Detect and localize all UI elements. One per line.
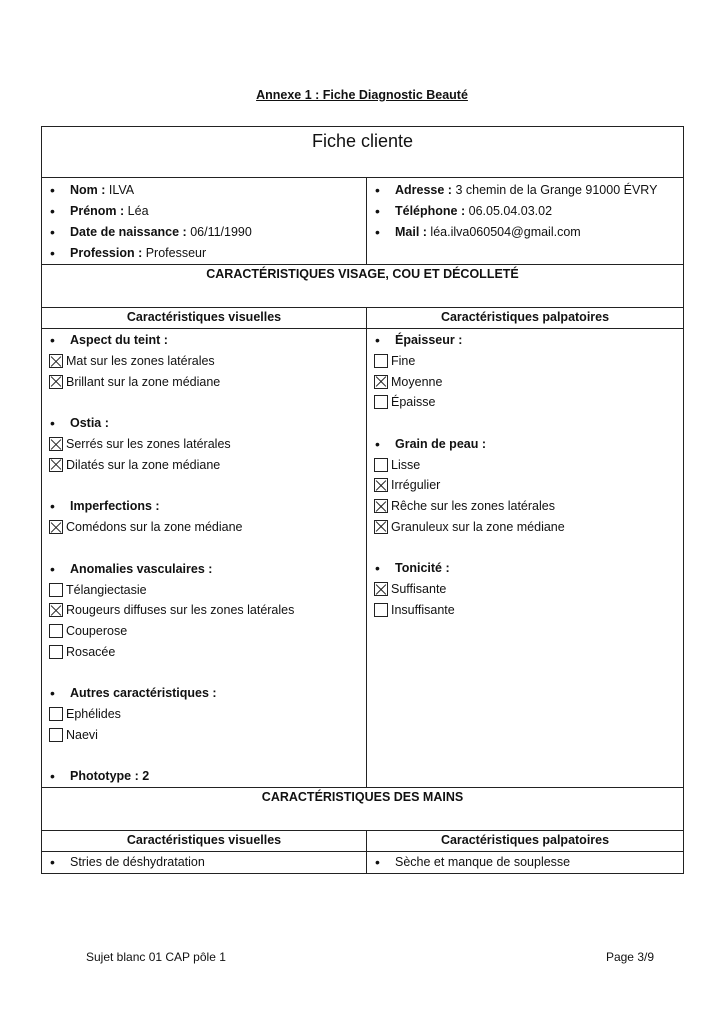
checkbox-label: Mat sur les zones latérales bbox=[66, 354, 215, 368]
group-spacer bbox=[42, 475, 366, 496]
checkbox-label: Lisse bbox=[391, 457, 421, 472]
identity-left-item bbox=[42, 180, 366, 201]
checkbox-label: Rosacée bbox=[66, 644, 116, 659]
footer-page-number: Page 3/9 bbox=[605, 950, 654, 964]
category-title: • Phototype : 2 bbox=[42, 766, 366, 787]
group-spacer bbox=[42, 745, 366, 766]
empty-box-icon[interactable] bbox=[374, 395, 388, 409]
identity-left bbox=[42, 178, 367, 265]
checkbox-label: Granuleux sur la zone médiane bbox=[391, 519, 565, 534]
checkbox-option[interactable] bbox=[42, 600, 366, 621]
hands-visual-header: Caractéristiques visuelles bbox=[42, 831, 367, 852]
identity-left-label: Prénom : bbox=[70, 204, 125, 218]
identity-right-value: 06.05.04.03.02 bbox=[465, 204, 553, 218]
empty-box-icon[interactable] bbox=[374, 603, 388, 617]
sheet-title: Fiche cliente bbox=[42, 127, 684, 178]
checkbox-label: Comédons sur la zone médiane bbox=[66, 520, 243, 535]
group-spacer bbox=[42, 392, 366, 413]
checkbox-label: Insuffisante bbox=[391, 602, 455, 617]
empty-box-icon[interactable] bbox=[49, 645, 63, 659]
category-title: • Autres caractéristiques : bbox=[42, 683, 366, 704]
identity-left-label: Date de naissance : bbox=[70, 225, 187, 239]
identity-right-value: léa.ilva060504@gmail.com bbox=[426, 225, 581, 239]
checked-box-icon[interactable] bbox=[49, 375, 63, 389]
identity-left-item bbox=[42, 201, 366, 222]
empty-box-icon[interactable] bbox=[49, 707, 63, 721]
checkbox-label: Épaisse bbox=[391, 395, 436, 410]
checked-box-icon[interactable] bbox=[49, 458, 63, 472]
checkbox-option[interactable] bbox=[42, 517, 366, 538]
checkbox-label: Brillant sur la zone médiane bbox=[66, 374, 221, 389]
checkbox-label: Rêche sur les zones latérales bbox=[391, 499, 555, 514]
checkbox-label: Suffisante bbox=[391, 582, 447, 597]
checked-box-icon[interactable] bbox=[374, 478, 388, 492]
face-section-title: CARACTÉRISTIQUES VISAGE, COU ET DÉCOLLETÉ bbox=[42, 265, 684, 308]
checked-box-icon[interactable] bbox=[49, 603, 63, 617]
category-title: • Imperfections : bbox=[42, 496, 366, 517]
checkbox-option[interactable] bbox=[42, 725, 366, 746]
hands-palpatory-cell bbox=[367, 852, 684, 874]
hands-section-title: CARACTÉRISTIQUES DES MAINS bbox=[42, 788, 684, 831]
hands-palpatory-item: • Sèche et manque de souplesse bbox=[367, 852, 683, 873]
identity-left-value: ILVA bbox=[105, 183, 135, 197]
checked-box-icon[interactable] bbox=[374, 375, 388, 389]
checked-box-icon[interactable] bbox=[374, 499, 388, 513]
hands-visual-item: • Stries de déshydratation bbox=[42, 852, 366, 873]
category-title: • Aspect du teint : bbox=[42, 330, 366, 351]
checkbox-option[interactable] bbox=[42, 704, 366, 725]
identity-left-value: Léa bbox=[124, 204, 149, 218]
checkbox-option[interactable] bbox=[42, 351, 366, 372]
checked-box-icon[interactable] bbox=[49, 520, 63, 534]
checked-box-icon[interactable] bbox=[49, 354, 63, 368]
checkbox-option[interactable] bbox=[367, 600, 683, 621]
checkbox-label: Télangiectasie bbox=[66, 582, 147, 597]
empty-box-icon[interactable] bbox=[49, 728, 63, 742]
identity-right-item bbox=[367, 180, 683, 201]
group-spacer bbox=[42, 538, 366, 559]
identity-left-value: Professeur bbox=[142, 246, 207, 260]
checkbox-option[interactable] bbox=[42, 642, 366, 663]
checkbox-label: Dilatés sur la zone médiane bbox=[66, 457, 221, 472]
category-title: • Anomalies vasculaires : bbox=[42, 559, 366, 580]
empty-box-icon[interactable] bbox=[374, 354, 388, 368]
checkbox-label: Rougeurs diffuses sur les zones latérales bbox=[66, 603, 295, 618]
identity-right-label: Téléphone : bbox=[395, 204, 466, 218]
checked-box-icon[interactable] bbox=[374, 582, 388, 596]
checkbox-option[interactable] bbox=[42, 580, 366, 601]
checkbox-option[interactable] bbox=[367, 496, 683, 517]
checkbox-option[interactable] bbox=[42, 434, 366, 455]
category-title: • Tonicité : bbox=[367, 558, 683, 579]
category-title: • Grain de peau : bbox=[367, 434, 683, 455]
checkbox-label: Irrégulier bbox=[391, 478, 441, 493]
identity-right-label: Mail : bbox=[395, 225, 427, 239]
group-spacer bbox=[42, 662, 366, 683]
checkbox-option[interactable] bbox=[42, 372, 366, 393]
checked-box-icon[interactable] bbox=[374, 520, 388, 534]
group-spacer bbox=[367, 413, 683, 434]
identity-left-value: 06/11/1990 bbox=[186, 225, 252, 239]
category-title: • Ostia : bbox=[42, 413, 366, 434]
checked-box-icon[interactable] bbox=[49, 437, 63, 451]
face-palpatory-column bbox=[367, 329, 684, 788]
empty-box-icon[interactable] bbox=[49, 583, 63, 597]
identity-right-value: 3 chemin de la Grange 91000 ÉVRY bbox=[451, 183, 658, 197]
identity-right-item bbox=[367, 222, 683, 243]
checkbox-option[interactable] bbox=[367, 517, 683, 538]
identity-left-label: Profession : bbox=[70, 246, 143, 260]
checkbox-label: Fine bbox=[391, 354, 416, 368]
hands-palpatory-header: Caractéristiques palpatoires bbox=[367, 831, 684, 852]
identity-right bbox=[367, 178, 684, 265]
identity-right-item bbox=[367, 201, 683, 222]
empty-box-icon[interactable] bbox=[49, 624, 63, 638]
checkbox-option[interactable] bbox=[367, 351, 683, 372]
face-visual-header: Caractéristiques visuelles bbox=[42, 308, 367, 329]
annex-title: Annexe 1 : Fiche Diagnostic Beauté bbox=[256, 88, 468, 102]
empty-box-icon[interactable] bbox=[374, 458, 388, 472]
checkbox-option[interactable] bbox=[367, 579, 683, 600]
identity-left-item bbox=[42, 222, 366, 243]
identity-left-label: Nom : bbox=[70, 183, 106, 197]
footer-subject: Sujet blanc 01 CAP pôle 1 bbox=[86, 950, 226, 964]
checkbox-option[interactable] bbox=[367, 455, 683, 476]
group-spacer bbox=[367, 538, 683, 559]
checkbox-label: Naevi bbox=[66, 727, 98, 742]
client-sheet-table bbox=[41, 126, 684, 874]
hands-visual-cell bbox=[42, 852, 367, 874]
identity-right-label: Adresse : bbox=[395, 183, 452, 197]
category-title: • Épaisseur : bbox=[367, 330, 683, 351]
checkbox-option[interactable] bbox=[367, 392, 683, 413]
checkbox-option[interactable] bbox=[42, 455, 366, 476]
checkbox-option[interactable] bbox=[42, 621, 366, 642]
checkbox-label: Couperose bbox=[66, 623, 128, 638]
checkbox-label: Ephélides bbox=[66, 706, 121, 721]
checkbox-label: Moyenne bbox=[391, 374, 443, 389]
face-visual-column bbox=[42, 329, 367, 788]
face-palpatory-header: Caractéristiques palpatoires bbox=[367, 308, 684, 329]
checkbox-option[interactable] bbox=[367, 372, 683, 393]
checkbox-option[interactable] bbox=[367, 475, 683, 496]
checkbox-label: Serrés sur les zones latérales bbox=[66, 437, 231, 452]
identity-left-item bbox=[42, 243, 366, 264]
